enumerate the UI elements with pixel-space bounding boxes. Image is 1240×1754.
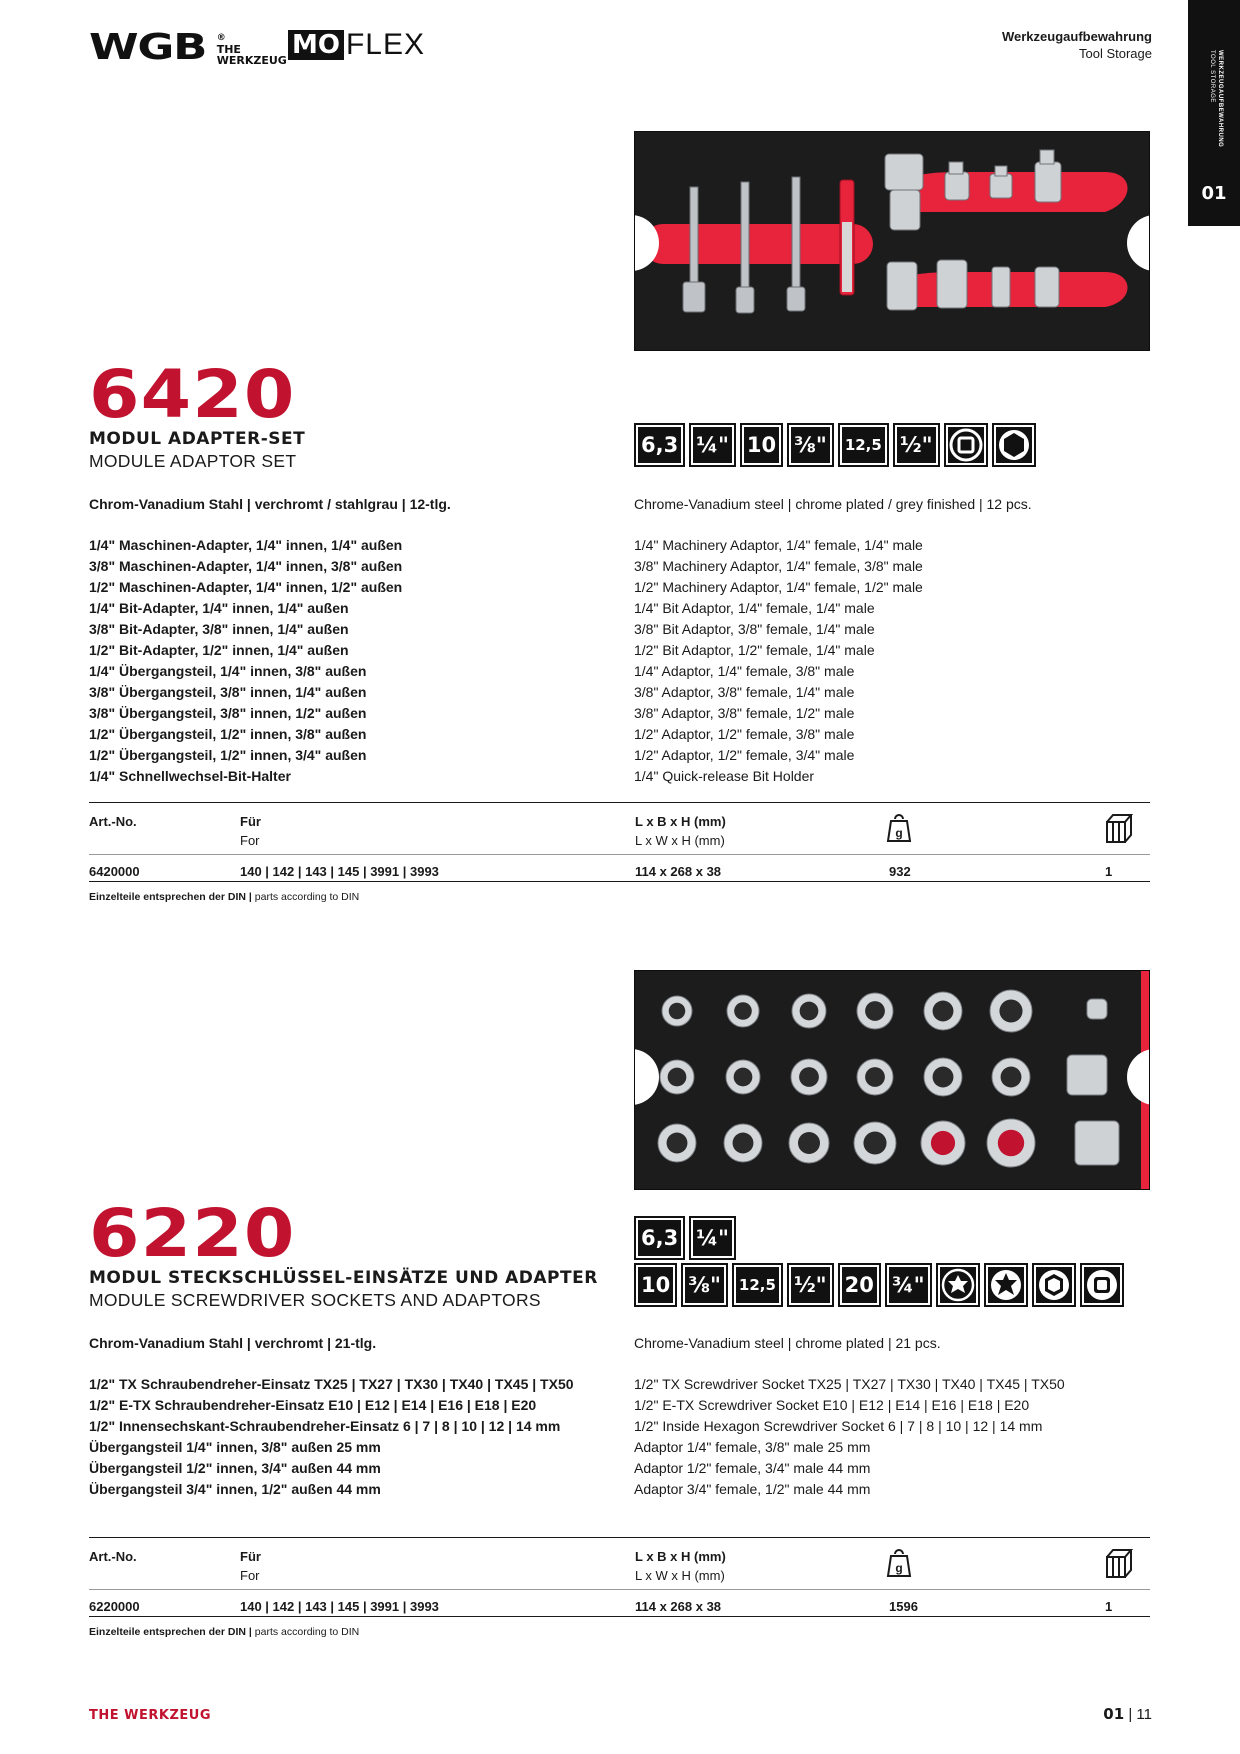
item-de: 1/2" Innensechskant-Schraubendreher-Einsatz 6 | 7 | 8 | 10 | 12 | 14 mm bbox=[89, 1418, 561, 1434]
product-photo-6220 bbox=[634, 970, 1150, 1190]
badge-10: 10 bbox=[740, 423, 783, 467]
col-header-art-no: Art.-No. bbox=[89, 1549, 137, 1564]
spec-table-6220 bbox=[89, 1537, 1150, 1619]
weight-unit-label: g bbox=[895, 1561, 903, 1575]
badge-6-3: 6,3 bbox=[634, 1216, 685, 1260]
socket-set-illustration bbox=[635, 971, 1150, 1190]
col-header-fuer: Für bbox=[240, 814, 261, 829]
socket-bore bbox=[733, 1133, 754, 1154]
item-en: 1/2" E-TX Screwdriver Socket E10 | E12 | E14 | E16 | E18 | E20 bbox=[634, 1397, 1030, 1413]
e-torx-icon bbox=[984, 1263, 1028, 1307]
weight-value: 1596 bbox=[889, 1599, 918, 1614]
table-rule bbox=[89, 802, 1150, 803]
table-rule bbox=[89, 854, 1150, 855]
badge-12-5: 12,5 bbox=[838, 423, 889, 467]
item-en: 3/8" Bit Adaptor, 3/8" female, 1/4" male bbox=[634, 621, 875, 637]
table-rule bbox=[89, 1537, 1150, 1538]
description-de-6220 bbox=[89, 1333, 609, 1500]
category-en: Tool Storage bbox=[1079, 46, 1152, 61]
logo-main-text: WGB bbox=[89, 27, 207, 68]
dimensions-value: 114 x 268 x 38 bbox=[635, 864, 722, 879]
square-drive-icon bbox=[1080, 1263, 1124, 1307]
for-value: 140 | 142 | 143 | 145 | 3991 | 3993 bbox=[240, 1599, 439, 1614]
product-number-6220: 6220 bbox=[89, 1195, 296, 1272]
socket-bore bbox=[668, 1068, 687, 1087]
material-de: Chrom-Vanadium Stahl | verchromt | 21-tlg. bbox=[89, 1335, 377, 1351]
badge-quarter-inch: ¼" bbox=[689, 423, 736, 467]
item-en: Adaptor 1/4" female, 3/8" male 25 mm bbox=[634, 1439, 871, 1455]
description-en-6220 bbox=[634, 1333, 1154, 1500]
chapter-tab-label bbox=[1208, 50, 1224, 147]
art-no-value: 6220000 bbox=[89, 1599, 140, 1614]
footer-separator: | bbox=[1128, 1706, 1133, 1723]
socket-bore bbox=[734, 1068, 753, 1087]
adapter bbox=[1067, 1055, 1107, 1095]
product-title-en-6220: MODULE SCREWDRIVER SOCKETS AND ADAPTORS bbox=[89, 1290, 541, 1310]
socket-bore bbox=[669, 1003, 686, 1020]
material-en: Chrome-Vanadium steel | chrome plated | 21 pcs. bbox=[634, 1335, 941, 1351]
moflex-logo bbox=[288, 30, 425, 60]
item-de: 1/2" Übergangsteil, 1/2" innen, 3/8" außen bbox=[89, 726, 367, 742]
adapter-set-illustration bbox=[635, 132, 1150, 351]
col-header-dim-en: L x W x H (mm) bbox=[635, 1568, 725, 1583]
item-en: 3/8" Adaptor, 3/8" female, 1/4" male bbox=[634, 684, 855, 700]
package-quantity-icon bbox=[1103, 1547, 1135, 1584]
item-de: 3/8" Übergangsteil, 3/8" innen, 1/4" außen bbox=[89, 684, 367, 700]
package-quantity-icon bbox=[1103, 812, 1135, 849]
logo-sub-text bbox=[217, 31, 287, 66]
weight-icon bbox=[886, 1547, 912, 1584]
dimensions-value: 114 x 268 x 38 bbox=[635, 1599, 722, 1614]
item-de: Übergangsteil 3/4" innen, 1/2" außen 44 mm bbox=[89, 1481, 381, 1497]
item-en: 1/4" Adaptor, 1/4" female, 3/8" male bbox=[634, 663, 855, 679]
socket-bore bbox=[799, 1067, 819, 1087]
spec-table-6420 bbox=[89, 802, 1150, 884]
item-en: 1/2" Inside Hexagon Screwdriver Socket 6 | 7 | 8 | 10 | 12 | 14 mm bbox=[634, 1418, 1043, 1434]
badge-half-inch: ½" bbox=[893, 423, 940, 467]
col-header-dimensions bbox=[635, 1547, 726, 1585]
adapter bbox=[1075, 1121, 1119, 1165]
item-en: 1/2" Bit Adaptor, 1/2" female, 1/4" male bbox=[634, 642, 875, 658]
socket-bore bbox=[865, 1067, 885, 1087]
weight-value: 932 bbox=[889, 864, 911, 879]
item-en: 1/2" Adaptor, 1/2" female, 3/8" male bbox=[634, 726, 855, 742]
description-de-6420 bbox=[89, 494, 609, 787]
col-header-for bbox=[240, 1547, 261, 1585]
weight-unit-label: g bbox=[895, 826, 903, 840]
socket-bore bbox=[998, 1130, 1024, 1156]
chapter-tab[interactable] bbox=[1188, 0, 1240, 226]
hexagon-icon bbox=[992, 423, 1036, 467]
product-title-en-6420: MODULE ADAPTOR SET bbox=[89, 451, 297, 471]
socket-bore bbox=[1001, 1067, 1022, 1088]
col-header-art-no: Art.-No. bbox=[89, 814, 137, 829]
socket-bore bbox=[865, 1001, 885, 1021]
footer-section: 01 bbox=[1103, 1705, 1125, 1723]
note-en: parts according to DIN bbox=[254, 1626, 360, 1638]
col-header-fuer: Für bbox=[240, 1549, 261, 1564]
socket-bore bbox=[798, 1132, 820, 1154]
item-en: Adaptor 3/4" female, 1/2" male 44 mm bbox=[634, 1481, 871, 1497]
item-de: 1/4" Schnellwechsel-Bit-Halter bbox=[89, 768, 291, 784]
item-de: 1/4" Übergangsteil, 1/4" innen, 3/8" außen bbox=[89, 663, 367, 679]
col-header-dimensions bbox=[635, 812, 726, 850]
din-note-6220: Einzelteile entsprechen der DIN | parts according to DIN bbox=[89, 1626, 360, 1638]
quantity-value: 1 bbox=[1105, 1599, 1113, 1614]
weight-icon bbox=[886, 812, 912, 849]
item-en: 1/2" Adaptor, 1/2" female, 3/4" male bbox=[634, 747, 855, 763]
drive-size-badges-6420 bbox=[634, 423, 1036, 467]
item-de: 1/4" Maschinen-Adapter, 1/4" innen, 1/4" außen bbox=[89, 537, 403, 553]
material-de: Chrom-Vanadium Stahl | verchromt / stahlgrau | 12-tlg. bbox=[89, 496, 451, 512]
page-number bbox=[1103, 1705, 1152, 1723]
table-rule bbox=[89, 1589, 1150, 1590]
socket-bore bbox=[999, 999, 1022, 1022]
drive-size-badges-6220-row1 bbox=[634, 1216, 736, 1260]
hexagon-icon bbox=[1032, 1263, 1076, 1307]
socket-bore bbox=[800, 1002, 819, 1021]
col-header-dim-de: L x B x H (mm) bbox=[635, 814, 726, 829]
moflex-logo-flex: FLEX bbox=[345, 28, 426, 61]
din-note-6420: Einzelteile entsprechen der DIN | parts according to DIN bbox=[89, 891, 360, 903]
item-en: 1/2" TX Screwdriver Socket TX25 | TX27 | TX30 | TX40 | TX45 | TX50 bbox=[634, 1376, 1065, 1392]
badge-three-eighths-inch: ⅜" bbox=[681, 1263, 728, 1307]
col-header-for-en: For bbox=[240, 833, 260, 848]
item-de: 1/2" Maschinen-Adapter, 1/4" innen, 1/2" außen bbox=[89, 579, 403, 595]
item-en: 3/8" Adaptor, 3/8" female, 1/2" male bbox=[634, 705, 855, 721]
item-en: 1/4" Machinery Adaptor, 1/4" female, 1/4" male bbox=[634, 537, 923, 553]
item-de: 3/8" Bit-Adapter, 3/8" innen, 1/4" außen bbox=[89, 621, 349, 637]
item-de: 3/8" Maschinen-Adapter, 1/4" innen, 3/8" außen bbox=[89, 558, 403, 574]
badge-6-3: 6,3 bbox=[634, 423, 685, 467]
item-en: 1/4" Quick-release Bit Holder bbox=[634, 768, 815, 784]
col-header-for-en: For bbox=[240, 1568, 260, 1583]
for-value: 140 | 142 | 143 | 145 | 3991 | 3993 bbox=[240, 864, 439, 879]
item-de: 1/2" Übergangsteil, 1/2" innen, 3/4" außen bbox=[89, 747, 367, 763]
material-en: Chrome-Vanadium steel | chrome plated / grey finished | 12 pcs. bbox=[634, 496, 1032, 512]
badge-half-inch: ½" bbox=[787, 1263, 834, 1307]
logo-sub2: WERKZEUG bbox=[216, 53, 287, 67]
socket-bore bbox=[933, 1067, 954, 1088]
category-de: Werkzeugaufbewahrung bbox=[1001, 29, 1152, 44]
item-de: Übergangsteil 1/4" innen, 3/8" außen 25 mm bbox=[89, 1439, 381, 1455]
item-de: Übergangsteil 1/2" innen, 3/4" außen 44 mm bbox=[89, 1460, 381, 1476]
note-en: parts according to DIN bbox=[254, 891, 360, 903]
item-en: Adaptor 1/2" female, 3/4" male 44 mm bbox=[634, 1460, 871, 1476]
col-header-dim-en: L x W x H (mm) bbox=[635, 833, 725, 848]
logo-sub1: THE bbox=[216, 42, 241, 56]
table-rule bbox=[89, 1616, 1150, 1617]
product-title-de-6420: MODUL ADAPTER-SET bbox=[89, 429, 306, 449]
badge-12-5: 12,5 bbox=[732, 1263, 783, 1307]
table-rule bbox=[89, 881, 1150, 882]
item-en: 1/2" Machinery Adaptor, 1/4" female, 1/2" male bbox=[634, 579, 923, 595]
art-no-value: 6420000 bbox=[89, 864, 140, 879]
adapter bbox=[1087, 999, 1107, 1019]
col-header-dim-de: L x B x H (mm) bbox=[635, 1549, 726, 1564]
drive-size-badges-6220-row2 bbox=[634, 1263, 1124, 1307]
item-en: 1/4" Bit Adaptor, 1/4" female, 1/4" male bbox=[634, 600, 875, 616]
chapter-tab-number: 01 bbox=[1201, 183, 1227, 204]
socket-bore bbox=[931, 1131, 955, 1155]
badge-quarter-inch: ¼" bbox=[689, 1216, 736, 1260]
product-number-6420: 6420 bbox=[89, 356, 296, 433]
torx-icon bbox=[936, 1263, 980, 1307]
footer-page: 11 bbox=[1136, 1706, 1152, 1723]
footer-brand: THE WERKZEUG bbox=[89, 1708, 211, 1723]
item-de: 1/2" TX Schraubendreher-Einsatz TX25 | TX27 | TX30 | TX40 | TX45 | TX50 bbox=[89, 1376, 574, 1392]
badge-10: 10 bbox=[634, 1263, 677, 1307]
description-en-6420 bbox=[634, 494, 1154, 787]
header-category bbox=[1002, 28, 1152, 62]
socket-bore bbox=[667, 1133, 688, 1154]
moflex-logo-mo: MO bbox=[288, 30, 344, 60]
item-de: 1/2" E-TX Schraubendreher-Einsatz E10 | E12 | E14 | E16 | E18 | E20 bbox=[89, 1397, 537, 1413]
product-photo-6420 bbox=[634, 131, 1150, 351]
square-drive-icon bbox=[944, 423, 988, 467]
item-de: 3/8" Übergangsteil, 3/8" innen, 1/2" außen bbox=[89, 705, 367, 721]
wgb-logo bbox=[89, 27, 287, 68]
socket-bore bbox=[734, 1002, 752, 1020]
socket-bore bbox=[933, 1001, 954, 1022]
col-header-for bbox=[240, 812, 261, 850]
socket-bore bbox=[863, 1131, 886, 1154]
badge-three-eighths-inch: ⅜" bbox=[787, 423, 834, 467]
item-de: 1/2" Bit-Adapter, 1/2" innen, 1/4" außen bbox=[89, 642, 349, 658]
badge-three-quarter-inch: ¾" bbox=[885, 1263, 932, 1307]
quantity-value: 1 bbox=[1105, 864, 1113, 879]
chapter-tab-de: WERKZEUGAUFBEWAHRUNG bbox=[1217, 50, 1223, 148]
note-de: Einzelteile entsprechen der DIN bbox=[89, 1626, 246, 1638]
item-de: 1/4" Bit-Adapter, 1/4" innen, 1/4" außen bbox=[89, 600, 349, 616]
item-en: 3/8" Machinery Adaptor, 1/4" female, 3/8" male bbox=[634, 558, 923, 574]
note-de: Einzelteile entsprechen der DIN bbox=[89, 891, 246, 903]
product-title-de-6220: MODUL STECKSCHLÜSSEL-EINSÄTZE UND ADAPTER bbox=[89, 1268, 598, 1288]
logo-sup: ® bbox=[216, 32, 226, 43]
chapter-tab-en: TOOL STORAGE bbox=[1209, 50, 1215, 103]
badge-20: 20 bbox=[838, 1263, 881, 1307]
